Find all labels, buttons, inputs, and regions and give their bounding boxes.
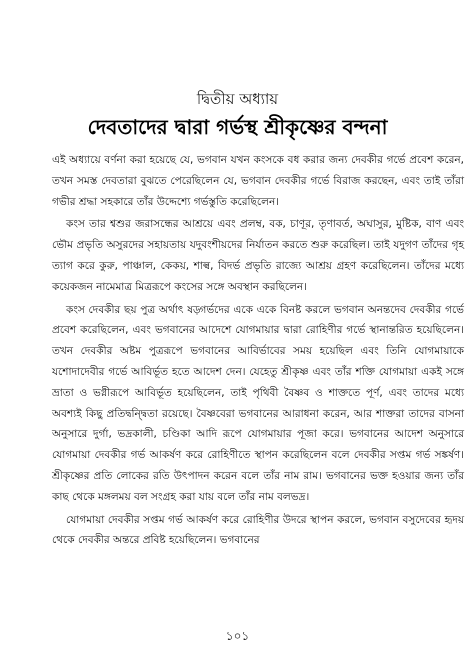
chapter-heading: দ্বিতীয় অধ্যায় <box>196 90 279 108</box>
paragraph: কংস তার শ্বশুর জরাসন্ধের আশ্রয়ে এবং প্রলম্ব, বক, চাণূর, তৃণাবর্ত, অঘাসুর, মুষ্টিক, বাণ এবং ভৌম প্রভৃতি অসুরদের সহায়তায় যদুবংশীয়দের নির্যাতন করতে শুরু করেছিল। তাই যদুগণ তাঁদের গৃহ ত্যাগ করে কুরু, পাঞ্চাল, কেকয়, শাল্ব, বিদর্ভ প্রভৃতি রাজ্যে আশ্রয় গ্রহণ করেছিলেন। তাঁদের মধ্যে কয়েকজন নামেমাত্র মিত্ররূপে কংসের সঙ্গে অবস্থান করছিলেন। <box>52 218 464 293</box>
paragraph: যোগমায়া দেবকীর সপ্তম গর্ভ আকর্ষণ করে রোহিণীর উদরে স্থাপন করলে, ভগবান বসুদেবের হৃদয় থেকে দেবকীর অন্তরে প্রবিষ্ট হয়েছিলেন। ভগবানের <box>52 513 464 547</box>
paragraph: কংস দেবকীর ছয় পুত্র অর্থাৎ ষড়্গর্ভদের একে একে বিনষ্ট করলে ভগবান অনন্তদেব দেবকীর গর্ভে প্রবেশ করেছিলেন, এবং ভগবানের আদেশে যোগমায়ার দ্বারা রোহিণীর গর্ভে স্থানান্তরিত হয়েছিলেন। তখন দেবকীর অষ্টম পুত্ররূপে ভগবানের আবির্ভাবের সময় হয়েছিল এবং তিনি যোগমায়াকে যশোদাদেবীর গর্ভে আবির্ভূত হতে আদেশ দেন। যেহেতু শ্রীকৃষ্ণ এবং তাঁর শক্তি যোগমায়া একই সঙ্গে ভ্রাতা ও ভগ্নীরূপে আবির্ভূত হয়েছিলেন, তাই পৃথিবী বৈষ্ণব ও শাক্ততে পূর্ণ, এবং তাদের মধ্যে অবশ্যই কিছু প্রতিদ্বন্দ্বিতা রয়েছে। বৈষ্ণবেরা ভগবানের আরাধনা করেন, আর শাক্তরা তাদের বাসনা অনুসারে দুর্গা, ভদ্রকালী, চণ্ডিকা আদি রূপে যোগমায়ার পূজা করে। ভগবানের আদেশ অনুসারে যোগমায়া দেবকীর গর্ভ আকর্ষণ করে রোহিণীতে স্থাপন করেছিলেন বলে দেবকীর সপ্তম গর্ভ সঙ্কর্ষণ। শ্রীকৃষ্ণের প্রতি লোকের রতি উৎপাদন করেন বলে তাঁর নাম রাম। ভগবানের ভক্ত হওয়ার জন্য তাঁর কাছ থেকে মঙ্গলময় বল সংগ্রহ করা যায় বলে তাঁর নাম বলভদ্র। <box>52 303 464 503</box>
paragraph: এই অধ্যায়ে বর্ণনা করা হয়েছে যে, ভগবান যখন কংসকে বধ করার জন্য দেবকীর গর্ভে প্রবেশ করেন, তখন সমস্ত দেবতারা বুঝতে পেরেছিলেন যে, ভগবান দেবকীর গর্ভে বিরাজ করছেন, এবং তাই তাঁরা গভীর শ্রদ্ধা সহকারে তাঁর উদ্দেশ্যে গর্ভস্তুতি করেছিলেন। <box>52 154 464 208</box>
body-text <box>52 150 464 553</box>
chapter-title: দেবতাদের দ্বারা গর্ভস্থ শ্রীকৃষ্ণের বন্দনা <box>87 115 388 139</box>
page-number: ১০১ <box>225 629 250 643</box>
